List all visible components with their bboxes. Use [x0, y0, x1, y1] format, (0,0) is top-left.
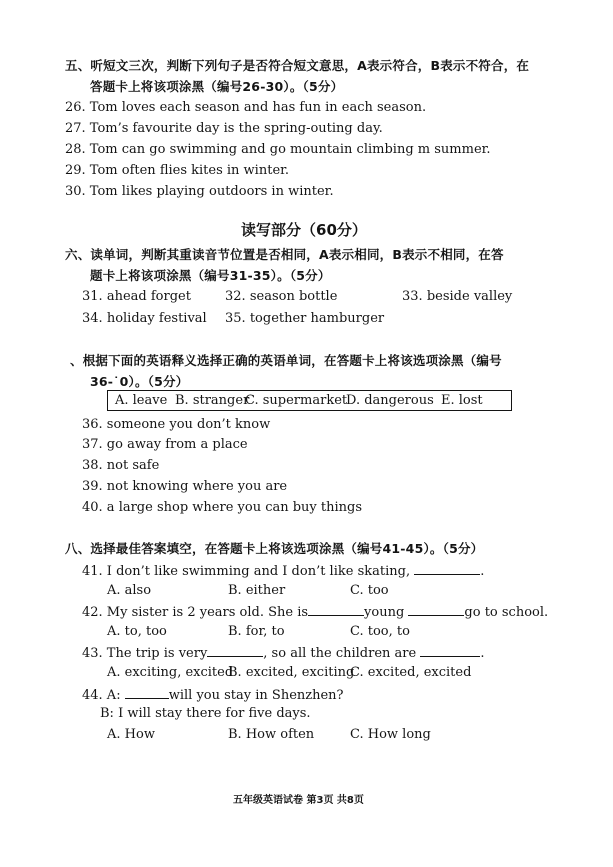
word-option-e: E. lost: [441, 393, 483, 408]
question-29: 29. Tom often flies kites in winter.: [65, 163, 290, 178]
q41-option-a: A. also: [107, 583, 152, 598]
question-30: 30. Tom likes playing outdoors in winter.: [65, 184, 334, 199]
question-44-b: B: I will stay there for five days.: [100, 706, 311, 721]
word-pair-words: ahead forget: [106, 289, 191, 304]
question-39: 39. not knowing where you are: [82, 479, 288, 494]
word-pair-number: 35.: [225, 311, 246, 326]
question-41-end: .: [480, 564, 485, 579]
page-footer: 五年级英语试卷 第3页 共8页: [233, 795, 364, 806]
section7-header-line1: 、根据下面的英语释义选择正确的英语单词，在答题卡上将该选项涂黑（编号: [70, 353, 502, 368]
q44-option-c: C. How long: [350, 727, 431, 742]
section7-header-line2: 36-˙0）。（5分）: [90, 374, 189, 389]
word-pair-number: 32.: [225, 289, 246, 304]
word-pair-number: 31.: [82, 289, 103, 304]
question-43-text: 43. The trip is very: [82, 646, 208, 661]
q43-option-b: B. excited, exciting: [228, 665, 355, 680]
q42-option-c: C. too, to: [350, 624, 410, 639]
question-28: 28. Tom can go swimming and go mountain climbing m summer.: [65, 142, 491, 157]
word-options-box: [107, 390, 512, 411]
word-option-b: B. stranger: [175, 393, 250, 408]
question-42: [82, 603, 548, 621]
q43-option-c: C. excited, excited: [350, 665, 472, 680]
q42-option-a: A. to, too: [107, 624, 167, 639]
question-27: 27. Tom’s favourite day is the spring-outing day.: [65, 121, 383, 136]
question-44-text: will you stay in Shenzhen?: [168, 688, 344, 703]
section5-header-line2: 答题卡上将该项涂黑（编号26-30）。（5分）: [90, 79, 344, 94]
answer-blank: [414, 562, 480, 575]
question-42-end: go to school.: [464, 605, 549, 620]
section6-header-line1: 六、读单词，判断其重读音节位置是否相同，A表示相同，B表示不相同，在答: [65, 247, 504, 262]
section5-header-line1: 五、听短文三次，判断下列句子是否符合短文意思，A表示符合，B表示不符合，在: [65, 58, 530, 73]
q44-option-b: B. How often: [228, 727, 315, 742]
word-pair-32: [225, 289, 337, 305]
question-41: [82, 562, 484, 580]
word-pair-words: holiday festival: [106, 311, 207, 326]
question-44-prefix: 44. A:: [82, 688, 125, 703]
question-40: 40. a large shop where you can buy things: [82, 500, 363, 515]
word-pair-words: season bottle: [249, 289, 338, 304]
answer-blank: [207, 644, 263, 657]
section6-header-line2: 题卡上将该项涂黑（编号31-35）。（5分）: [90, 268, 331, 283]
question-43-end: .: [480, 646, 485, 661]
word-pair-34: [82, 311, 207, 327]
word-option-c: C. supermarket: [245, 393, 348, 408]
word-pair-31: [82, 289, 191, 305]
word-pair-number: 33.: [402, 289, 423, 304]
q43-option-a: A. exciting, excited: [107, 665, 234, 680]
question-42-text: 42. My sister is 2 years old. She is: [82, 605, 309, 620]
word-option-d: D. dangerous: [346, 393, 434, 408]
answer-blank: [408, 603, 464, 616]
q44-option-a: A. How: [107, 727, 155, 742]
word-pair-number: 34.: [82, 311, 103, 326]
answer-blank: [308, 603, 364, 616]
question-41-text: 41. I don’t like swimming and I don’t like skating,: [82, 564, 415, 579]
q42-option-b: B. for, to: [228, 624, 285, 639]
word-pair-words: beside valley: [426, 289, 513, 304]
word-pair-words: together hamburger: [249, 311, 385, 326]
question-43: [82, 644, 484, 662]
section8-header: 八、选择最佳答案填空，在答题卡上将该选项涂黑（编号41-45）。（5分）: [65, 541, 484, 556]
question-42-mid: young: [364, 605, 409, 620]
reading-writing-title: 读写部分（60分）: [241, 221, 367, 239]
question-36: 36. someone you don’t know: [82, 417, 271, 432]
q41-option-c: C. too: [350, 583, 389, 598]
question-38: 38. not safe: [82, 458, 160, 473]
question-26: 26. Tom loves each season and has fun in each season.: [65, 100, 427, 115]
question-43-mid: , so all the children are: [263, 646, 421, 661]
q41-option-b: B. either: [228, 583, 286, 598]
answer-blank: [125, 686, 169, 699]
answer-blank: [420, 644, 480, 657]
word-option-a: A. leave: [115, 393, 168, 408]
word-pair-35: [225, 311, 384, 327]
word-pair-33: [402, 289, 512, 305]
question-37: 37. go away from a place: [82, 437, 248, 452]
question-44-a: [82, 686, 344, 704]
